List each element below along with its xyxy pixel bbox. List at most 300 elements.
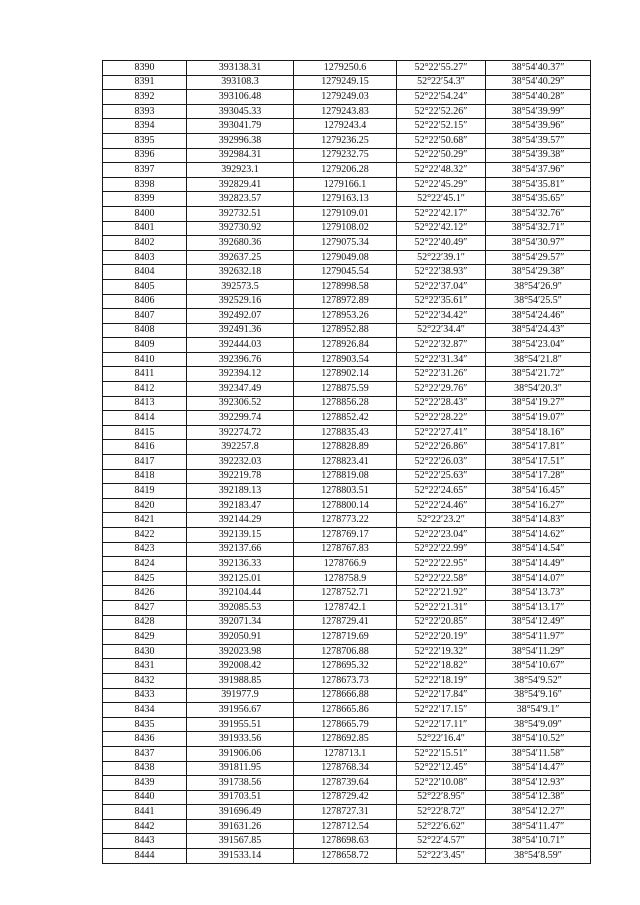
y-coordinate-cell: 1278768.34 [294, 761, 397, 776]
table-row [103, 148, 591, 163]
latitude-cell: 52°22′28.22″ [397, 411, 486, 426]
x-coordinate-cell: 391977.9 [187, 688, 294, 703]
y-coordinate-cell: 1278706.88 [294, 644, 397, 659]
longitude-cell: 38°54′18.16″ [486, 425, 591, 440]
table-row [103, 805, 591, 820]
x-coordinate-cell: 392632.18 [187, 265, 294, 280]
table-row [103, 90, 591, 105]
longitude-cell: 38°54′17.28″ [486, 469, 591, 484]
latitude-cell: 52°22′20.19″ [397, 630, 486, 645]
latitude-cell: 52°22′35.61″ [397, 294, 486, 309]
table-row [103, 221, 591, 236]
table-row [103, 834, 591, 849]
latitude-cell: 52°22′55.27″ [397, 61, 486, 76]
longitude-cell: 38°54′9.52″ [486, 673, 591, 688]
longitude-cell: 38°54′13.17″ [486, 600, 591, 615]
point-number-cell: 8433 [103, 688, 187, 703]
longitude-cell: 38°54′32.71″ [486, 221, 591, 236]
longitude-cell: 38°54′40.28″ [486, 90, 591, 105]
y-coordinate-cell: 1279232.75 [294, 148, 397, 163]
latitude-cell: 52°22′52.26″ [397, 104, 486, 119]
longitude-cell: 38°54′11.97″ [486, 630, 591, 645]
longitude-cell: 38°54′14.07″ [486, 571, 591, 586]
x-coordinate-cell: 392136.33 [187, 557, 294, 572]
latitude-cell: 52°22′24.65″ [397, 484, 486, 499]
table-row [103, 528, 591, 543]
x-coordinate-cell: 392232.03 [187, 455, 294, 470]
longitude-cell: 38°54′14.54″ [486, 542, 591, 557]
latitude-cell: 52°22′4.57″ [397, 834, 486, 849]
table-row [103, 615, 591, 630]
table-row [103, 600, 591, 615]
table-row [103, 265, 591, 280]
point-number-cell: 8431 [103, 659, 187, 674]
x-coordinate-cell: 392050.91 [187, 630, 294, 645]
point-number-cell: 8421 [103, 513, 187, 528]
latitude-cell: 52°22′52.15″ [397, 119, 486, 134]
latitude-cell: 52°22′45.1″ [397, 192, 486, 207]
y-coordinate-cell: 1278828.89 [294, 440, 397, 455]
latitude-cell: 52°22′45.29″ [397, 177, 486, 192]
x-coordinate-cell: 391811.95 [187, 761, 294, 776]
point-number-cell: 8405 [103, 279, 187, 294]
latitude-cell: 52°22′42.12″ [397, 221, 486, 236]
longitude-cell: 38°54′21.8″ [486, 352, 591, 367]
point-number-cell: 8397 [103, 163, 187, 178]
latitude-cell: 52°22′19.32″ [397, 644, 486, 659]
point-number-cell: 8408 [103, 323, 187, 338]
latitude-cell: 52°22′31.34″ [397, 352, 486, 367]
x-coordinate-cell: 392680.36 [187, 236, 294, 251]
longitude-cell: 38°54′23.04″ [486, 338, 591, 353]
x-coordinate-cell: 392396.76 [187, 352, 294, 367]
y-coordinate-cell: 1278666.88 [294, 688, 397, 703]
x-coordinate-cell: 391933.56 [187, 732, 294, 747]
table-row [103, 133, 591, 148]
latitude-cell: 52°22′31.26″ [397, 367, 486, 382]
latitude-cell: 52°22′50.29″ [397, 148, 486, 163]
x-coordinate-cell: 392394.12 [187, 367, 294, 382]
x-coordinate-cell: 392984.31 [187, 148, 294, 163]
latitude-cell: 52°22′54.3″ [397, 75, 486, 90]
longitude-cell: 38°54′10.71″ [486, 834, 591, 849]
x-coordinate-cell: 392996.38 [187, 133, 294, 148]
point-number-cell: 8400 [103, 206, 187, 221]
longitude-cell: 38°54′12.93″ [486, 776, 591, 791]
y-coordinate-cell: 1278739.64 [294, 776, 397, 791]
longitude-cell: 38°54′9.16″ [486, 688, 591, 703]
table-row [103, 673, 591, 688]
x-coordinate-cell: 392274.72 [187, 425, 294, 440]
y-coordinate-cell: 1279045.54 [294, 265, 397, 280]
x-coordinate-cell: 392104.44 [187, 586, 294, 601]
y-coordinate-cell: 1278729.42 [294, 790, 397, 805]
y-coordinate-cell: 1279108.02 [294, 221, 397, 236]
point-number-cell: 8414 [103, 411, 187, 426]
y-coordinate-cell: 1278800.14 [294, 498, 397, 513]
point-number-cell: 8394 [103, 119, 187, 134]
longitude-cell: 38°54′20.3″ [486, 382, 591, 397]
table-row [103, 250, 591, 265]
point-number-cell: 8435 [103, 717, 187, 732]
latitude-cell: 52°22′48.32″ [397, 163, 486, 178]
point-number-cell: 8419 [103, 484, 187, 499]
table-row [103, 688, 591, 703]
point-number-cell: 8422 [103, 528, 187, 543]
x-coordinate-cell: 391738.56 [187, 776, 294, 791]
point-number-cell: 8404 [103, 265, 187, 280]
table-row [103, 732, 591, 747]
point-number-cell: 8413 [103, 396, 187, 411]
table-row [103, 411, 591, 426]
x-coordinate-cell: 392023.98 [187, 644, 294, 659]
x-coordinate-cell: 391956.67 [187, 703, 294, 718]
latitude-cell: 52°22′22.58″ [397, 571, 486, 586]
latitude-cell: 52°22′42.17″ [397, 206, 486, 221]
longitude-cell: 38°54′11.29″ [486, 644, 591, 659]
table-row [103, 279, 591, 294]
table-row [103, 776, 591, 791]
latitude-cell: 52°22′34.4″ [397, 323, 486, 338]
latitude-cell: 52°22′32.87″ [397, 338, 486, 353]
latitude-cell: 52°22′8.72″ [397, 805, 486, 820]
table-row [103, 309, 591, 324]
coordinate-table-body [103, 61, 591, 864]
x-coordinate-cell: 393106.48 [187, 90, 294, 105]
table-row [103, 498, 591, 513]
y-coordinate-cell: 1278875.59 [294, 382, 397, 397]
latitude-cell: 52°22′23.04″ [397, 528, 486, 543]
y-coordinate-cell: 1278665.86 [294, 703, 397, 718]
point-number-cell: 8438 [103, 761, 187, 776]
x-coordinate-cell: 392829.41 [187, 177, 294, 192]
latitude-cell: 52°22′10.08″ [397, 776, 486, 791]
y-coordinate-cell: 1278673.73 [294, 673, 397, 688]
latitude-cell: 52°22′22.95″ [397, 557, 486, 572]
y-coordinate-cell: 1278742.1 [294, 600, 397, 615]
table-row [103, 484, 591, 499]
y-coordinate-cell: 1278856.28 [294, 396, 397, 411]
y-coordinate-cell: 1278902.14 [294, 367, 397, 382]
y-coordinate-cell: 1278803.51 [294, 484, 397, 499]
y-coordinate-cell: 1278713.1 [294, 746, 397, 761]
latitude-cell: 52°22′28.43″ [397, 396, 486, 411]
table-row [103, 119, 591, 134]
point-number-cell: 8410 [103, 352, 187, 367]
x-coordinate-cell: 392347.49 [187, 382, 294, 397]
longitude-cell: 38°54′14.47″ [486, 761, 591, 776]
longitude-cell: 38°54′16.27″ [486, 498, 591, 513]
longitude-cell: 38°54′32.76″ [486, 206, 591, 221]
y-coordinate-cell: 1278665.79 [294, 717, 397, 732]
point-number-cell: 8415 [103, 425, 187, 440]
y-coordinate-cell: 1278823.41 [294, 455, 397, 470]
latitude-cell: 52°22′6.62″ [397, 819, 486, 834]
x-coordinate-cell: 392732.51 [187, 206, 294, 221]
y-coordinate-cell: 1278729.41 [294, 615, 397, 630]
y-coordinate-cell: 1278767.83 [294, 542, 397, 557]
latitude-cell: 52°22′8.95″ [397, 790, 486, 805]
point-number-cell: 8429 [103, 630, 187, 645]
coordinate-table [102, 60, 591, 864]
table-row [103, 323, 591, 338]
y-coordinate-cell: 1279250.6 [294, 61, 397, 76]
latitude-cell: 52°22′54.24″ [397, 90, 486, 105]
table-row [103, 61, 591, 76]
longitude-cell: 38°54′13.73″ [486, 586, 591, 601]
y-coordinate-cell: 1279249.03 [294, 90, 397, 105]
x-coordinate-cell: 392085.53 [187, 600, 294, 615]
x-coordinate-cell: 391567.85 [187, 834, 294, 849]
x-coordinate-cell: 392144.29 [187, 513, 294, 528]
point-number-cell: 8443 [103, 834, 187, 849]
point-number-cell: 8399 [103, 192, 187, 207]
latitude-cell: 52°22′39.1″ [397, 250, 486, 265]
point-number-cell: 8423 [103, 542, 187, 557]
table-row [103, 469, 591, 484]
y-coordinate-cell: 1278972.89 [294, 294, 397, 309]
longitude-cell: 38°54′24.43″ [486, 323, 591, 338]
y-coordinate-cell: 1278819.08 [294, 469, 397, 484]
x-coordinate-cell: 392299.74 [187, 411, 294, 426]
longitude-cell: 38°54′35.65″ [486, 192, 591, 207]
table-row [103, 571, 591, 586]
latitude-cell: 52°22′40.49″ [397, 236, 486, 251]
table-row [103, 557, 591, 572]
point-number-cell: 8395 [103, 133, 187, 148]
y-coordinate-cell: 1279109.01 [294, 206, 397, 221]
x-coordinate-cell: 392444.03 [187, 338, 294, 353]
point-number-cell: 8390 [103, 61, 187, 76]
latitude-cell: 52°22′3.45″ [397, 849, 486, 864]
table-row [103, 703, 591, 718]
table-row [103, 177, 591, 192]
table-row [103, 761, 591, 776]
longitude-cell: 38°54′19.07″ [486, 411, 591, 426]
x-coordinate-cell: 393108.3 [187, 75, 294, 90]
y-coordinate-cell: 1279049.08 [294, 250, 397, 265]
table-row [103, 294, 591, 309]
longitude-cell: 38°54′17.81″ [486, 440, 591, 455]
latitude-cell: 52°22′21.92″ [397, 586, 486, 601]
point-number-cell: 8391 [103, 75, 187, 90]
latitude-cell: 52°22′17.15″ [397, 703, 486, 718]
longitude-cell: 38°54′10.67″ [486, 659, 591, 674]
table-row [103, 352, 591, 367]
table-row [103, 644, 591, 659]
x-coordinate-cell: 391533.14 [187, 849, 294, 864]
x-coordinate-cell: 392491.36 [187, 323, 294, 338]
longitude-cell: 38°54′14.62″ [486, 528, 591, 543]
point-number-cell: 8425 [103, 571, 187, 586]
x-coordinate-cell: 393138.31 [187, 61, 294, 76]
y-coordinate-cell: 1278752.71 [294, 586, 397, 601]
y-coordinate-cell: 1278952.88 [294, 323, 397, 338]
table-row [103, 440, 591, 455]
x-coordinate-cell: 392183.47 [187, 498, 294, 513]
point-number-cell: 8440 [103, 790, 187, 805]
point-number-cell: 8401 [103, 221, 187, 236]
latitude-cell: 52°22′50.68″ [397, 133, 486, 148]
x-coordinate-cell: 391703.51 [187, 790, 294, 805]
latitude-cell: 52°22′26.03″ [397, 455, 486, 470]
latitude-cell: 52°22′23.2″ [397, 513, 486, 528]
point-number-cell: 8439 [103, 776, 187, 791]
longitude-cell: 38°54′40.37″ [486, 61, 591, 76]
x-coordinate-cell: 392071.34 [187, 615, 294, 630]
x-coordinate-cell: 392257.8 [187, 440, 294, 455]
point-number-cell: 8432 [103, 673, 187, 688]
table-row [103, 75, 591, 90]
y-coordinate-cell: 1279163.13 [294, 192, 397, 207]
latitude-cell: 52°22′20.85″ [397, 615, 486, 630]
y-coordinate-cell: 1279243.4 [294, 119, 397, 134]
y-coordinate-cell: 1279206.28 [294, 163, 397, 178]
y-coordinate-cell: 1278692.85 [294, 732, 397, 747]
longitude-cell: 38°54′14.49″ [486, 557, 591, 572]
point-number-cell: 8427 [103, 600, 187, 615]
y-coordinate-cell: 1278758.9 [294, 571, 397, 586]
longitude-cell: 38°54′12.27″ [486, 805, 591, 820]
point-number-cell: 8434 [103, 703, 187, 718]
latitude-cell: 52°22′37.04″ [397, 279, 486, 294]
latitude-cell: 52°22′18.82″ [397, 659, 486, 674]
x-coordinate-cell: 392306.52 [187, 396, 294, 411]
latitude-cell: 52°22′18.19″ [397, 673, 486, 688]
latitude-cell: 52°22′34.42″ [397, 309, 486, 324]
table-row [103, 849, 591, 864]
point-number-cell: 8409 [103, 338, 187, 353]
table-row [103, 425, 591, 440]
x-coordinate-cell: 392492.07 [187, 309, 294, 324]
latitude-cell: 52°22′17.84″ [397, 688, 486, 703]
point-number-cell: 8424 [103, 557, 187, 572]
longitude-cell: 38°54′40.29″ [486, 75, 591, 90]
x-coordinate-cell: 393041.79 [187, 119, 294, 134]
longitude-cell: 38°54′10.52″ [486, 732, 591, 747]
longitude-cell: 38°54′25.5″ [486, 294, 591, 309]
x-coordinate-cell: 392637.25 [187, 250, 294, 265]
longitude-cell: 38°54′12.49″ [486, 615, 591, 630]
latitude-cell: 52°22′12.45″ [397, 761, 486, 776]
longitude-cell: 38°54′26.9″ [486, 279, 591, 294]
table-row [103, 104, 591, 119]
point-number-cell: 8392 [103, 90, 187, 105]
y-coordinate-cell: 1278695.32 [294, 659, 397, 674]
point-number-cell: 8437 [103, 746, 187, 761]
x-coordinate-cell: 392008.42 [187, 659, 294, 674]
latitude-cell: 52°22′16.4″ [397, 732, 486, 747]
table-row [103, 542, 591, 557]
y-coordinate-cell: 1278698.63 [294, 834, 397, 849]
x-coordinate-cell: 392573.5 [187, 279, 294, 294]
point-number-cell: 8393 [103, 104, 187, 119]
y-coordinate-cell: 1278658.72 [294, 849, 397, 864]
table-row [103, 163, 591, 178]
point-number-cell: 8402 [103, 236, 187, 251]
point-number-cell: 8418 [103, 469, 187, 484]
longitude-cell: 38°54′11.47″ [486, 819, 591, 834]
point-number-cell: 8441 [103, 805, 187, 820]
longitude-cell: 38°54′9.09″ [486, 717, 591, 732]
x-coordinate-cell: 393045.33 [187, 104, 294, 119]
longitude-cell: 38°54′11.58″ [486, 746, 591, 761]
table-row [103, 455, 591, 470]
point-number-cell: 8426 [103, 586, 187, 601]
x-coordinate-cell: 391988.85 [187, 673, 294, 688]
longitude-cell: 38°54′39.99″ [486, 104, 591, 119]
table-row [103, 367, 591, 382]
longitude-cell: 38°54′29.38″ [486, 265, 591, 280]
latitude-cell: 52°22′21.31″ [397, 600, 486, 615]
longitude-cell: 38°54′35.81″ [486, 177, 591, 192]
longitude-cell: 38°54′24.46″ [486, 309, 591, 324]
table-row [103, 396, 591, 411]
y-coordinate-cell: 1278719.69 [294, 630, 397, 645]
y-coordinate-cell: 1278998.58 [294, 279, 397, 294]
longitude-cell: 38°54′16.45″ [486, 484, 591, 499]
table-row [103, 630, 591, 645]
latitude-cell: 52°22′17.11″ [397, 717, 486, 732]
x-coordinate-cell: 392219.78 [187, 469, 294, 484]
point-number-cell: 8416 [103, 440, 187, 455]
y-coordinate-cell: 1278769.17 [294, 528, 397, 543]
y-coordinate-cell: 1278852.42 [294, 411, 397, 426]
table-row [103, 206, 591, 221]
y-coordinate-cell: 1278727.31 [294, 805, 397, 820]
x-coordinate-cell: 391955.51 [187, 717, 294, 732]
y-coordinate-cell: 1278712.54 [294, 819, 397, 834]
point-number-cell: 8430 [103, 644, 187, 659]
x-coordinate-cell: 392730.92 [187, 221, 294, 236]
point-number-cell: 8442 [103, 819, 187, 834]
longitude-cell: 38°54′9.1″ [486, 703, 591, 718]
y-coordinate-cell: 1279166.1 [294, 177, 397, 192]
y-coordinate-cell: 1278766.9 [294, 557, 397, 572]
y-coordinate-cell: 1279249.15 [294, 75, 397, 90]
point-number-cell: 8398 [103, 177, 187, 192]
point-number-cell: 8412 [103, 382, 187, 397]
x-coordinate-cell: 391631.26 [187, 819, 294, 834]
y-coordinate-cell: 1278903.54 [294, 352, 397, 367]
y-coordinate-cell: 1279236.25 [294, 133, 397, 148]
longitude-cell: 38°54′39.38″ [486, 148, 591, 163]
table-row [103, 338, 591, 353]
point-number-cell: 8406 [103, 294, 187, 309]
point-number-cell: 8444 [103, 849, 187, 864]
x-coordinate-cell: 392125.01 [187, 571, 294, 586]
point-number-cell: 8436 [103, 732, 187, 747]
longitude-cell: 38°54′37.96″ [486, 163, 591, 178]
longitude-cell: 38°54′29.57″ [486, 250, 591, 265]
latitude-cell: 52°22′15.51″ [397, 746, 486, 761]
point-number-cell: 8417 [103, 455, 187, 470]
point-number-cell: 8407 [103, 309, 187, 324]
longitude-cell: 38°54′12.38″ [486, 790, 591, 805]
x-coordinate-cell: 391696.49 [187, 805, 294, 820]
longitude-cell: 38°54′17.51″ [486, 455, 591, 470]
point-number-cell: 8411 [103, 367, 187, 382]
x-coordinate-cell: 392189.13 [187, 484, 294, 499]
longitude-cell: 38°54′39.57″ [486, 133, 591, 148]
longitude-cell: 38°54′30.97″ [486, 236, 591, 251]
table-row [103, 790, 591, 805]
longitude-cell: 38°54′14.83″ [486, 513, 591, 528]
table-row [103, 586, 591, 601]
table-row [103, 382, 591, 397]
x-coordinate-cell: 392139.15 [187, 528, 294, 543]
latitude-cell: 52°22′22.99″ [397, 542, 486, 557]
